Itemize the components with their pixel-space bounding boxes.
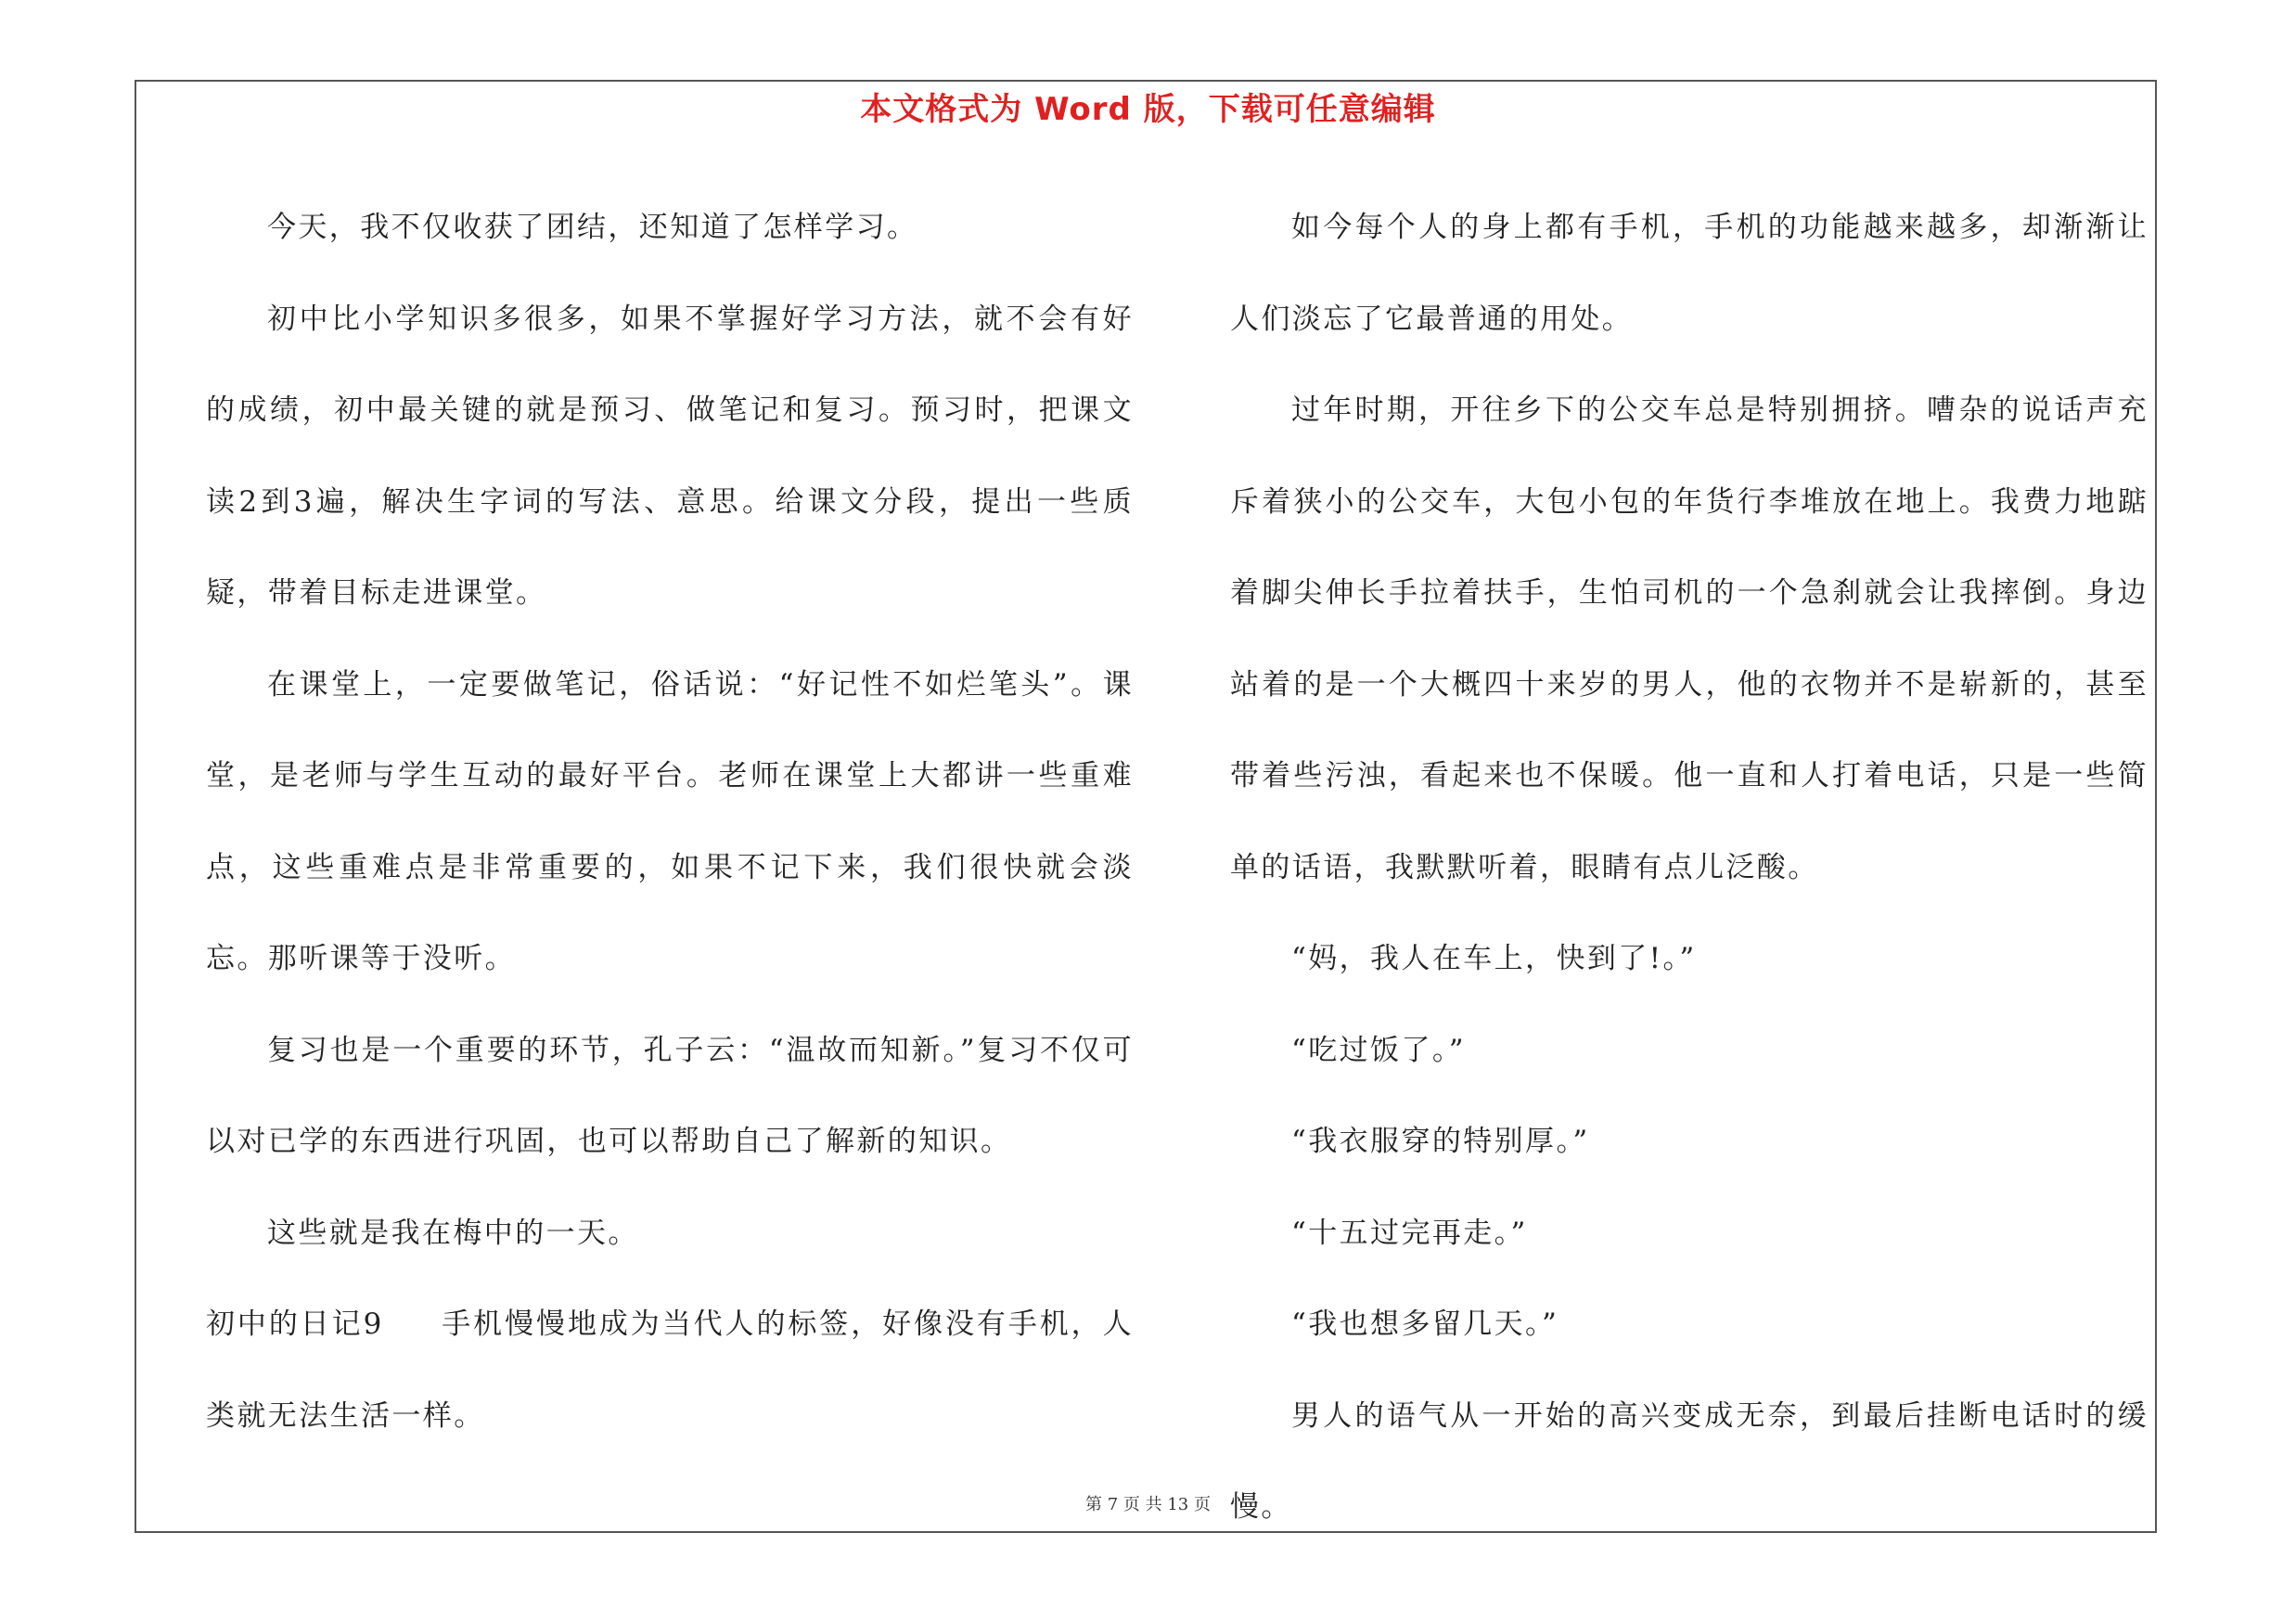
paragraph: 这些就是我在梅中的一天。 bbox=[267, 1216, 639, 1250]
paragraph: 男人的语气从一开始的高兴变成无奈，到最后挂断电话时的缓慢。 bbox=[1230, 1398, 2148, 1524]
paragraph: 如今每个人的身上都有手机，手机的功能越来越多，却渐渐让人们淡忘了它最普通的用处。 bbox=[1230, 211, 2148, 336]
dialogue-line: “妈，我人在车上，快到了!。” bbox=[1291, 942, 1697, 975]
paragraph: 过年时期，开往乡下的公交车总是特别拥挤。嘈杂的说话声充斥着狭小的公交车，大包小包的年货行李堆放在地上。我费力地踮着脚尖伸长手拉着扶手，生怕司机的一个急刹就会让我摔倒。身边站着的是一个大概四十来岁的男人，他的衣物并不是崭新的，甚至带着些污浊，看起来也不保暖。他一直和人打着电话，只是一些简单的话语，我默默听着，眼睛有点儿泛酸。 bbox=[1230, 393, 2148, 884]
right-column bbox=[1230, 182, 2148, 1553]
left-column bbox=[206, 182, 1134, 1462]
dialogue-line: “我也想多留几天。” bbox=[1291, 1307, 1559, 1341]
paragraph: 初中比小学知识多很多，如果不掌握好学习方法，就不会有好的成绩，初中最关键的就是预习、做笔记和复习。预习时，把课文读2到3遍，解决生字词的写法、意思。给课文分段，提出一些质疑，带着目标走进课堂。 bbox=[206, 302, 1134, 610]
page-number: 第 7 页 共 13 页 bbox=[1085, 1495, 1211, 1514]
paragraph: 今天，我不仅收获了团结，还知道了怎样学习。 bbox=[267, 211, 918, 244]
diary-entry-heading: 初中的日记9 bbox=[206, 1307, 384, 1341]
dialogue-line: “吃过饭了。” bbox=[1291, 1033, 1466, 1067]
paragraph: 复习也是一个重要的环节，孔子云：“温故而知新。”复习不仅可以对已学的东西进行巩固，也可以帮助自己了解新的知识。 bbox=[206, 1033, 1134, 1158]
dialogue-line: “我衣服穿的特别厚。” bbox=[1291, 1125, 1590, 1158]
word-format-banner: 本文格式为 Word 版，下载可任意编辑 bbox=[860, 91, 1436, 128]
diary-entry-paragraph bbox=[206, 1279, 1134, 1462]
diary-entry-text: 手机慢慢地成为当代人的标签，好像没有手机，人类就无法生活一样。 bbox=[206, 1307, 1134, 1433]
paragraph: 在课堂上，一定要做笔记，俗话说：“好记性不如烂笔头”。课堂，是老师与学生互动的最好平台。老师在课堂上大都讲一些重难点，这些重难点是非常重要的，如果不记下来，我们很快就会淡忘。那听课等于没听。 bbox=[206, 667, 1134, 975]
dialogue-line: “十五过完再走。” bbox=[1291, 1216, 1528, 1250]
